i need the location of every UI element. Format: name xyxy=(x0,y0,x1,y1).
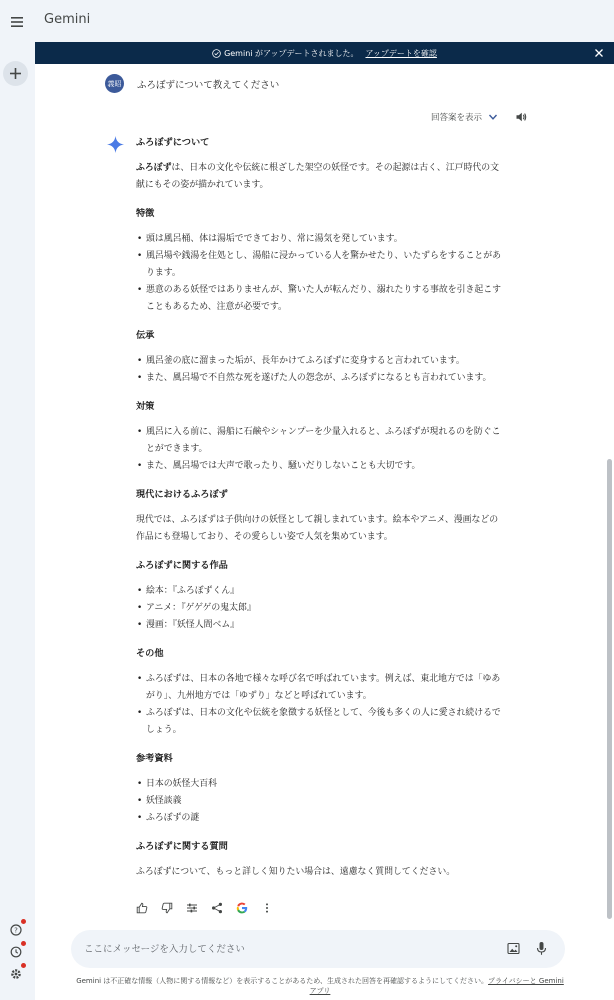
chat-main xyxy=(35,64,614,1000)
google-icon xyxy=(236,902,248,914)
settings-icon xyxy=(10,968,22,980)
response-actions xyxy=(136,902,286,914)
show-drafts-button[interactable]: 回答案を表示 xyxy=(431,113,483,123)
list-item: • 風呂釜の底に溜まった垢が、長年かけてふろぼずに変身すると言われています。 xyxy=(136,353,503,370)
menu-icon[interactable] xyxy=(7,12,27,32)
modern-paragraph: 現代では、ふろぼずは子供向けの妖怪として親しまれています。絵本やアニメ、漫画などの作品にも登場しており、その愛らしい姿で人気を集めています。 xyxy=(136,515,499,542)
share-icon xyxy=(211,902,223,914)
user-message xyxy=(105,74,279,93)
history-icon xyxy=(10,946,22,958)
intro-paragraph xyxy=(136,160,503,194)
update-banner xyxy=(35,42,614,64)
more-vert-icon xyxy=(261,902,273,914)
top-bar xyxy=(35,0,614,42)
intro-bold: ふろぼず xyxy=(136,163,172,173)
activity-button[interactable] xyxy=(8,944,24,960)
modify-response-button[interactable] xyxy=(186,902,198,914)
list-item: • また、風呂場で不自然な死を遂げた人の怨念が、ふろぼずになるとも言われています。 xyxy=(136,370,503,387)
other-list xyxy=(136,671,503,739)
section-heading: 対策 xyxy=(136,401,155,412)
questions-paragraph: ふろぼずについて、もっと詳しく知りたい場合は、遠慮なく質問してください。 xyxy=(136,867,456,877)
thumbs-up-icon xyxy=(136,902,148,914)
list-item: • 絵本：『ふろぼずくん』 xyxy=(136,583,503,600)
section-heading: ふろぼずに関する質問 xyxy=(136,841,228,852)
banner-message: Gemini がアップデートされました。 xyxy=(224,48,359,58)
message-composer xyxy=(71,930,565,968)
list-item: • 風呂場や銭湯を住処とし、湯船に浸かっている人を驚かせたり、いたずらをすることがあります。 xyxy=(136,248,503,282)
features-list xyxy=(136,231,503,316)
list-item: • 風呂に入る前に、湯船に石鹸やシャンプーを少量入れると、ふろぼずが現れるのを防ぐことができます。 xyxy=(136,424,503,458)
chevron-down-icon[interactable] xyxy=(488,112,498,122)
list-item: • ふろぼずは、日本の文化や伝統を象徴する妖怪として、今後も多くの人に愛され続けるでしょう。 xyxy=(136,705,503,739)
list-item: • 悪意のある妖怪ではありませんが、驚いた人が転んだり、溺れたりする事故を引き起こすこともあるため、注意が必要です。 xyxy=(136,282,503,316)
settings-button[interactable] xyxy=(8,966,24,982)
disclaimer-text: Gemini は不正確な情報（人物に関する情報など）を表示することがあるため、生成された回答を再確認するようにしてください。 xyxy=(76,977,489,985)
response-title: ふろぼずについて xyxy=(136,137,210,148)
section-heading: ふろぼずに関する作品 xyxy=(136,560,228,571)
privacy-link[interactable]: プライバシーと Gemini アプリ xyxy=(309,977,564,995)
plus-icon xyxy=(10,68,21,79)
works-list xyxy=(136,583,503,634)
message-input[interactable] xyxy=(84,944,464,955)
scrollbar-thumb[interactable] xyxy=(607,459,612,919)
references-list xyxy=(136,776,503,827)
list-item: • 漫画：『妖怪人間ベム』 xyxy=(136,617,503,634)
notification-dot xyxy=(21,963,26,968)
google-check-button[interactable] xyxy=(236,902,248,914)
section-heading: 特徴 xyxy=(136,208,155,219)
sparkle-icon xyxy=(107,136,124,153)
thumbs-up-button[interactable] xyxy=(136,902,148,914)
disclaimer xyxy=(75,976,565,996)
list-item: • ふろぼずの謎 xyxy=(136,810,503,827)
left-rail xyxy=(0,0,35,1000)
section-heading: 現代におけるふろぼず xyxy=(136,489,228,500)
list-item: • 日本の妖怪大百科 xyxy=(136,776,503,793)
svg-text:?: ? xyxy=(14,926,18,935)
user-prompt: ふろぼずについて教えてください xyxy=(137,79,280,91)
notification-dot xyxy=(21,941,26,946)
share-button[interactable] xyxy=(211,902,223,914)
mic-icon[interactable] xyxy=(535,941,548,956)
help-button[interactable] xyxy=(8,922,24,938)
thumbs-down-button[interactable] xyxy=(161,902,173,914)
scrollbar[interactable] xyxy=(605,64,614,934)
list-item: • また、風呂場では大声で歌ったり、騒いだりしないことも大切です。 xyxy=(136,458,503,475)
app-title[interactable]: Gemini xyxy=(44,12,91,27)
speaker-icon[interactable] xyxy=(515,111,527,123)
draft-controls xyxy=(431,111,527,123)
thumbs-down-icon xyxy=(161,902,173,914)
tune-icon xyxy=(186,902,198,914)
intro-text: は、日本の文化や伝統に根ざした架空の妖怪です。その起源は古く、江戸時代の文献にもその姿が描かれています。 xyxy=(136,163,499,190)
check-circle-icon xyxy=(212,49,221,58)
list-item: • アニメ：『ゲゲゲの鬼太郎』 xyxy=(136,600,503,617)
section-heading: 参考資料 xyxy=(136,753,173,764)
countermeasures-list xyxy=(136,424,503,475)
notification-dot xyxy=(21,919,26,924)
gemini-response xyxy=(136,134,503,881)
more-options-button[interactable] xyxy=(261,902,273,914)
list-item: • 頭は風呂桶、体は湯垢でできており、常に湯気を発しています。 xyxy=(136,231,503,248)
legend-list xyxy=(136,353,503,387)
help-icon xyxy=(10,924,22,936)
avatar: 義昭 xyxy=(105,74,124,93)
section-heading: その他 xyxy=(136,648,164,659)
section-heading: 伝承 xyxy=(136,330,155,341)
banner-link[interactable]: アップデートを確認 xyxy=(365,48,437,58)
close-icon[interactable] xyxy=(593,47,605,59)
new-chat-button[interactable] xyxy=(3,61,28,86)
list-item: • ふろぼずは、日本の各地で様々な呼び名で呼ばれています。例えば、東北地方では「ゆあがり」、九州地方では「ゆずり」などと呼ばれています。 xyxy=(136,671,503,705)
image-icon[interactable] xyxy=(507,942,520,955)
list-item: • 妖怪談義 xyxy=(136,793,503,810)
